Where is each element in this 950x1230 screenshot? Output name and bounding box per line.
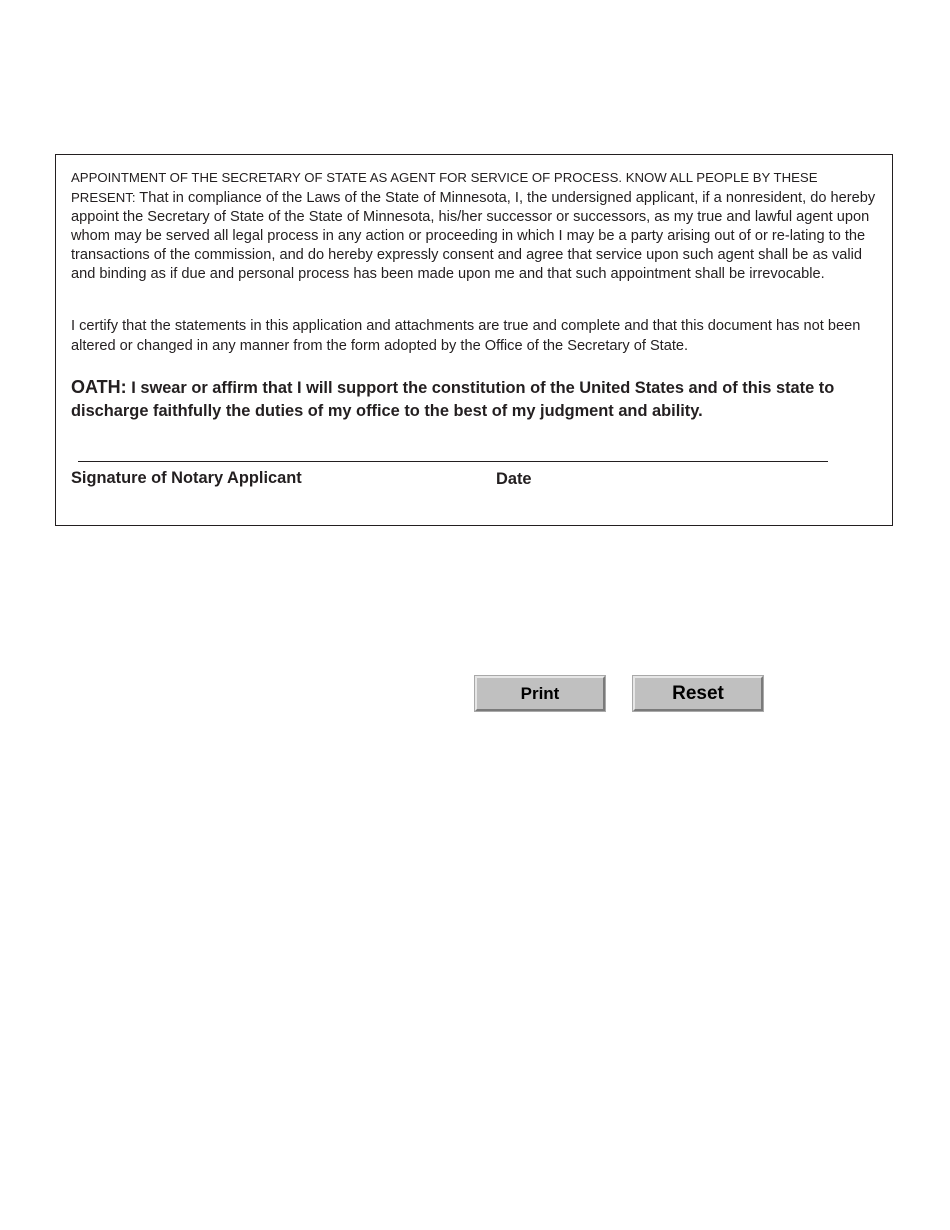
- certification-paragraph: I certify that the statements in this application and attachments are true and complete and that this document has not been altered or changed in any manner from the form adopted by the Office of the Secretary of State.: [71, 318, 861, 354]
- signature-label: Signature of Notary Applicant: [71, 469, 302, 487]
- oath-label: OATH:: [71, 377, 127, 397]
- appointment-body: That in compliance of the Laws of the State of Minnesota, I, the undersigned applicant, if a nonresident, do hereby appoint the Secretary of State of the State of Minnesota, his/her successor or successors, as my true and lawful agent upon whom may be served all legal process in any action or proceeding in which I may be a party arising out of or re-lating to the transactions of the commission, and do hereby expressly consent and agree that service upon such agent shall be as valid and binding as if due and personal process has been made upon me and that such appointment shall be irrevocable.: [71, 190, 876, 282]
- date-label: Date: [496, 470, 532, 488]
- reset-button[interactable]: Reset: [633, 676, 763, 711]
- appointment-paragraph: [71, 168, 881, 284]
- appointment-oath-section: [55, 154, 893, 526]
- signature-line[interactable]: [78, 461, 828, 462]
- oath-paragraph: [71, 376, 886, 423]
- appointment-heading: APPOINTMENT OF THE SECRETARY OF STATE AS AGENT FOR SERVICE OF PROCESS. KNOW ALL PEOPLE BY THESE PRESENT:: [71, 170, 818, 205]
- oath-text: I swear or affirm that I will support the constitution of the United States and of this state to discharge faithfully the duties of my office to the best of my judgment and ability.: [71, 379, 835, 420]
- print-button[interactable]: Print: [475, 676, 605, 711]
